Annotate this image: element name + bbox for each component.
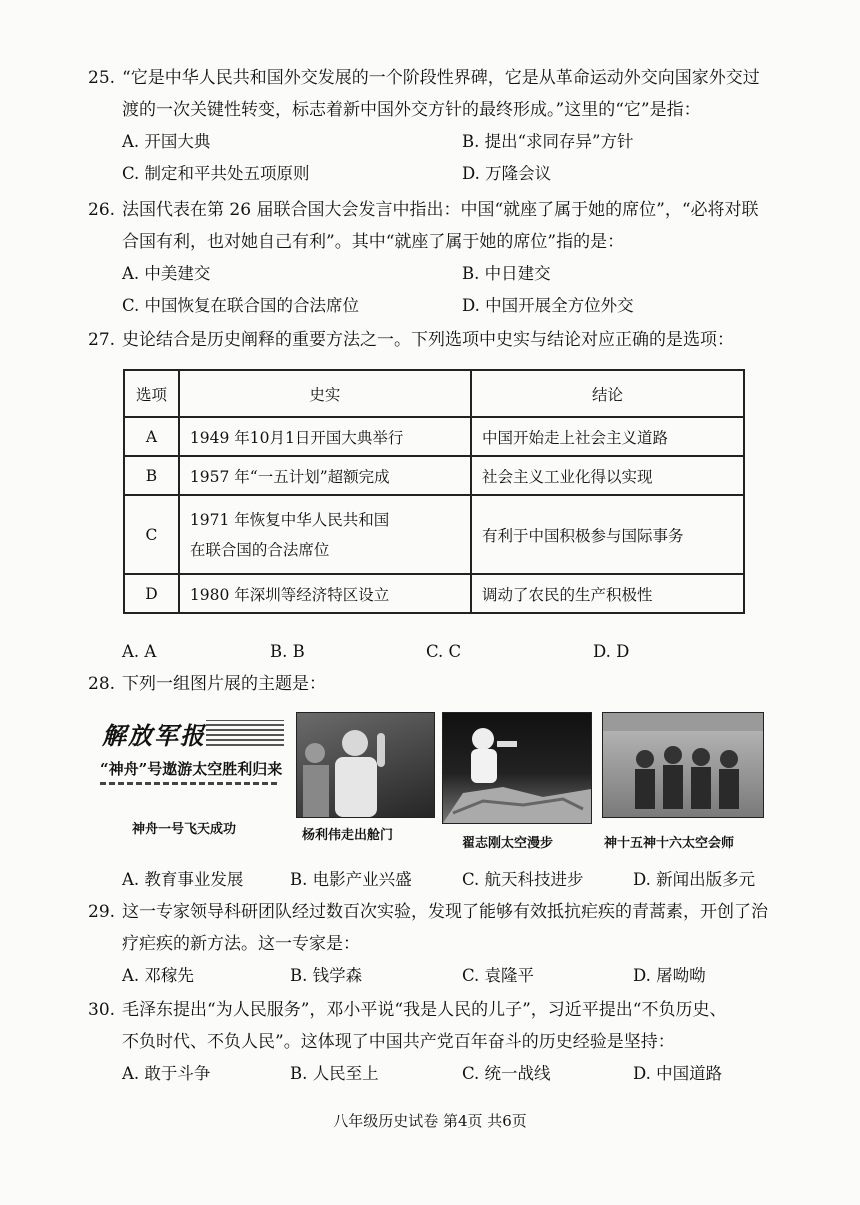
option-c[interactable]: C. C [426, 642, 462, 661]
row-conclusion: 调动了农民的生产积极性 [471, 574, 744, 613]
header-conclusion: 结论 [471, 370, 744, 417]
row-option: A [124, 417, 179, 456]
options-row [88, 864, 788, 896]
row-fact: 1957 年“一五计划”超额完成 [179, 456, 471, 495]
option-d[interactable]: D. 新闻出版多元 [633, 870, 756, 889]
question-28-options [88, 864, 788, 896]
row-fact [179, 495, 471, 574]
options-row [88, 1058, 788, 1090]
photo-space-station-meeting [602, 712, 764, 818]
spacewalk-icon [443, 713, 591, 823]
question-30 [88, 994, 788, 1090]
photo-zhai-zhigang [442, 712, 592, 824]
options-row [88, 158, 788, 190]
row-fact-line1: 1971 年恢复中华人民共和国 [189, 510, 390, 529]
caption-3: 翟志刚太空漫步 [462, 836, 554, 851]
question-26 [88, 194, 788, 322]
question-text: 法国代表在第 26 届联合国大会发言中指出：中国“就座了属于她的席位”，“必将对联 [122, 200, 759, 220]
option-b[interactable]: B. 钱学森 [290, 966, 363, 985]
option-d[interactable]: D. 屠呦呦 [633, 966, 706, 985]
astronaut-silhouette-icon [297, 713, 434, 817]
question-27-options [88, 636, 788, 668]
newspaper-masthead: 解放军报 [102, 721, 206, 750]
option-a[interactable]: A. 敢于斗争 [122, 1064, 211, 1083]
astronauts-group-icon [603, 713, 763, 817]
photo-yang-liwei [296, 712, 435, 818]
option-d[interactable]: D. D [593, 642, 630, 661]
option-b[interactable]: B. 电影产业兴盛 [290, 870, 412, 889]
question-28 [88, 668, 788, 700]
header-option: 选项 [124, 370, 179, 417]
question-text: “它是中华人民共和国外交发展的一个阶段性界碑，它是从革命运动外交向国家外交过 [122, 68, 760, 88]
option-d[interactable]: D. 中国道路 [633, 1064, 723, 1083]
newspaper-text-block [206, 720, 284, 746]
question-text: 史论结合是历史阐释的重要方法之一。下列选项中史实与结论对应正确的是选项： [122, 330, 734, 350]
row-conclusion: 社会主义工业化得以实现 [471, 456, 744, 495]
question-text: 这一专家领导科研团队经过数百次实验，发现了能够有效抵抗疟疾的青蒿素，开创了治 [122, 902, 768, 922]
question-number: 29. [88, 902, 116, 922]
options-row [88, 960, 788, 992]
facts-conclusions-table [123, 369, 745, 614]
row-fact: 1949 年10月1日开国大典举行 [179, 417, 471, 456]
question-27 [88, 324, 788, 356]
options-row [88, 258, 788, 290]
table-row [124, 417, 744, 456]
question-number: 27. [88, 330, 116, 350]
question-text-cont: 疗疟疾的新方法。这一专家是： [122, 934, 360, 954]
question-number: 28. [88, 674, 116, 694]
row-option: D [124, 574, 179, 613]
newspaper-headline: “神舟”号遨游太空胜利归来 [100, 760, 283, 778]
page-footer: 八年级历史试卷 第4页 共6页 [333, 1112, 527, 1130]
picture-exhibition [96, 712, 776, 862]
question-25 [88, 62, 788, 190]
table-row [124, 456, 744, 495]
row-option: B [124, 456, 179, 495]
options-row [88, 636, 788, 668]
options-row [88, 126, 788, 158]
option-d[interactable]: D. 中国开展全方位外交 [462, 296, 634, 315]
row-option: C [124, 495, 179, 574]
option-a[interactable]: A. A [122, 642, 157, 661]
option-b[interactable]: B. 提出“求同存异”方针 [462, 132, 634, 151]
option-b[interactable]: B. 人民至上 [290, 1064, 379, 1083]
table-row [124, 495, 744, 574]
option-d[interactable]: D. 万隆会议 [462, 164, 552, 183]
question-number: 30. [88, 1000, 116, 1020]
newspaper-rule [100, 782, 280, 785]
question-number: 25. [88, 68, 116, 88]
option-c[interactable]: C. 制定和平共处五项原则 [122, 164, 310, 183]
row-fact-line2: 在联合国的合法席位 [189, 540, 330, 559]
newspaper-clipping [96, 712, 286, 802]
question-text-cont: 不负时代、不负人民”。这体现了中国共产党百年奋斗的历史经验是坚持： [122, 1032, 675, 1052]
row-fact: 1980 年深圳等经济特区设立 [179, 574, 471, 613]
table-header-row [124, 370, 744, 417]
header-fact: 史实 [179, 370, 471, 417]
option-c[interactable]: C. 航天科技进步 [462, 870, 584, 889]
question-number: 26. [88, 200, 116, 220]
question-29 [88, 896, 788, 992]
option-c[interactable]: C. 袁隆平 [462, 966, 535, 985]
question-text: 下列一组图片展的主题是： [122, 674, 326, 694]
options-row [88, 290, 788, 322]
option-c[interactable]: C. 中国恢复在联合国的合法席位 [122, 296, 360, 315]
option-b[interactable]: B. 中日建交 [462, 264, 551, 283]
row-conclusion: 有利于中国积极参与国际事务 [471, 495, 744, 574]
question-text-cont: 合国有利，也对她自己有利”。其中“就座了属于她的席位”指的是： [122, 232, 625, 252]
option-a[interactable]: A. 中美建交 [122, 264, 211, 283]
caption-1: 神舟一号飞天成功 [132, 822, 237, 837]
option-a[interactable]: A. 教育事业发展 [122, 870, 244, 889]
row-conclusion: 中国开始走上社会主义道路 [471, 417, 744, 456]
table-row [124, 574, 744, 613]
caption-2: 杨利伟走出舱门 [302, 828, 394, 843]
question-text: 毛泽东提出“为人民服务”，邓小平说“我是人民的儿子”，习近平提出“不负历史、 [122, 1000, 727, 1020]
option-c[interactable]: C. 统一战线 [462, 1064, 551, 1083]
option-a[interactable]: A. 开国大典 [122, 132, 211, 151]
caption-4: 神十五神十六太空会师 [604, 836, 735, 851]
option-b[interactable]: B. B [270, 642, 305, 661]
question-text-cont: 渡的一次关键性转变，标志着新中国外交方针的最终形成。”这里的“它”是指： [122, 100, 701, 120]
option-a[interactable]: A. 邓稼先 [122, 966, 194, 985]
